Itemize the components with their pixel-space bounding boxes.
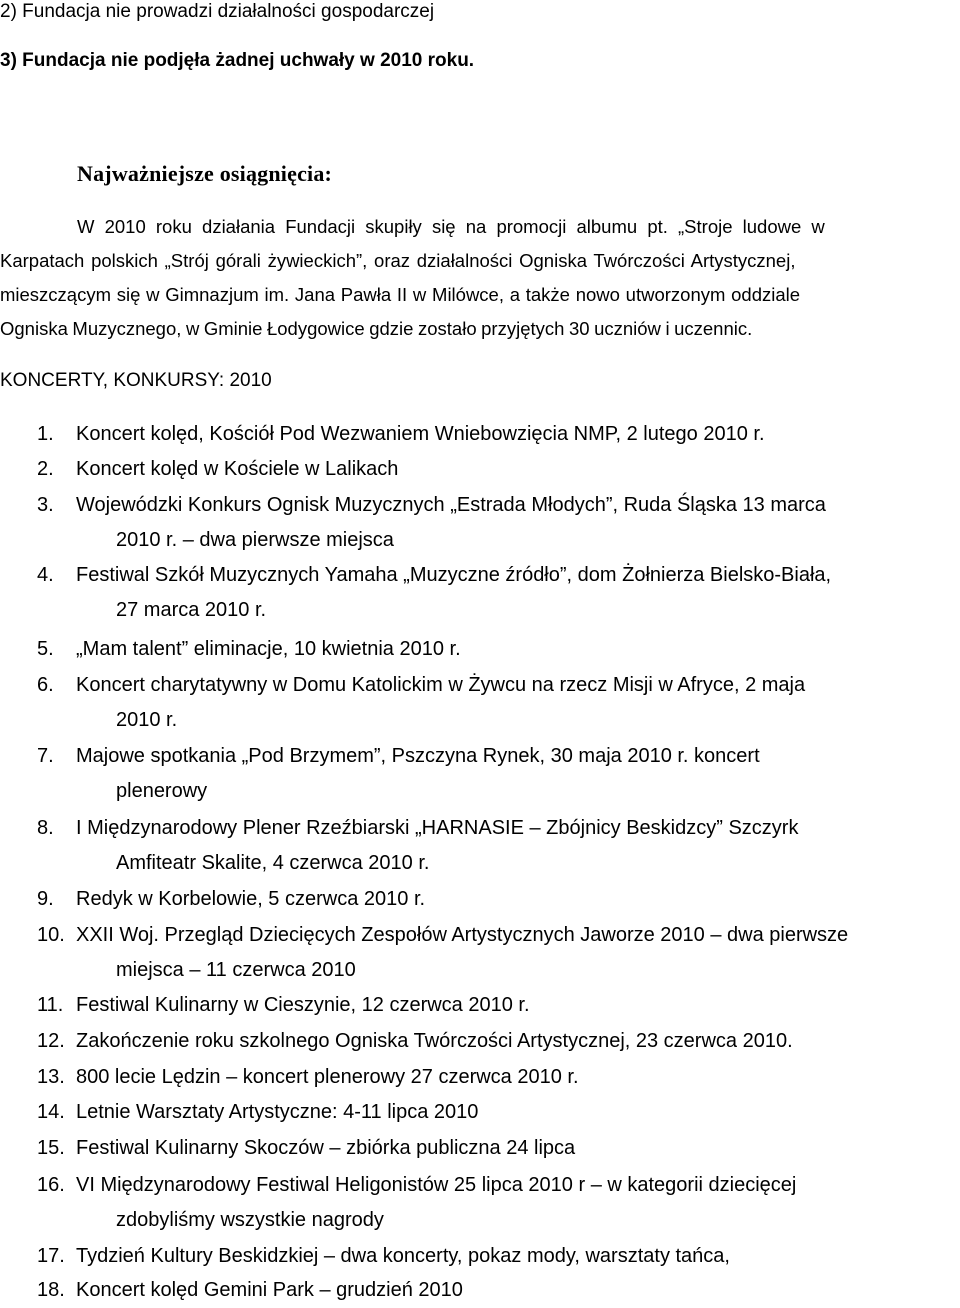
- list-item-number: 13.: [37, 1066, 65, 1088]
- list-item-number: 6.: [37, 674, 54, 696]
- list-item-text: XXII Woj. Przegląd Dziecięcych Zespołów Artystycznych Jaworze 2010 – dwa pierwsze: [76, 924, 849, 946]
- list-item-number: 8.: [37, 817, 54, 839]
- list-item-text: Koncert kolęd Gemini Park – grudzień 2010: [76, 1279, 463, 1301]
- list-item-text: Redyk w Korbelowie, 5 czerwca 2010 r.: [76, 888, 426, 910]
- list-item-text: VI Międzynarodowy Festiwal Heligonistów 25 lipca 2010 r – w kategorii dziecięcej: [76, 1174, 797, 1196]
- list-item-text: Koncert charytatywny w Domu Katolickim w Żywcu na rzecz Misji w Afryce, 2 maja: [76, 674, 806, 696]
- list-item-text: Majowe spotkania „Pod Brzymem”, Pszczyna Rynek, 30 maja 2010 r. koncert: [76, 745, 760, 767]
- list-item-number: 14.: [37, 1101, 65, 1123]
- achievements-heading: Najważniejsze osiągnięcia:: [77, 161, 333, 186]
- list-item-number: 11.: [37, 994, 64, 1016]
- list-item-text: Festiwal Szkół Muzycznych Yamaha „Muzyczne źródło”, dom Żołnierza Bielsko-Biała,: [76, 564, 832, 586]
- list-item-continuation: Amfiteatr Skalite, 4 czerwca 2010 r.: [116, 852, 430, 874]
- list-item-text: Tydzień Kultury Beskidzkiej – dwa koncerty, pokaz mody, warsztaty tańca,: [76, 1245, 730, 1267]
- list-item-number: 1.: [37, 423, 54, 445]
- list-item-text: I Międzynarodowy Plener Rzeźbiarski „HARNASIE – Zbójnicy Beskidzcy” Szczyrk: [76, 817, 799, 839]
- list-item-number: 12.: [37, 1030, 65, 1052]
- list-item-continuation: 2010 r.: [116, 709, 178, 731]
- list-item-number: 15.: [37, 1137, 65, 1159]
- list-item-text: Letnie Warsztaty Artystyczne: 4-11 lipca 2010: [76, 1101, 479, 1123]
- list-item-continuation: 27 marca 2010 r.: [116, 599, 267, 621]
- list-item-number: 7.: [37, 745, 54, 767]
- status-line-no-business: 2) Fundacja nie prowadzi działalności gospodarczej: [0, 1, 435, 22]
- list-item-number: 10.: [37, 924, 65, 946]
- list-item-continuation: zdobyliśmy wszystkie nagrody: [116, 1209, 384, 1231]
- achievements-paragraph-line: Karpatach polskich „Strój górali żywieckich”, oraz działalności Ogniska Twórczości Artystycznej,: [0, 250, 796, 271]
- list-item-text: 800 lecie Lędzin – koncert plenerowy 27 czerwca 2010 r.: [76, 1066, 579, 1088]
- list-item-number: 2.: [37, 458, 54, 480]
- list-item-continuation: miejsca – 11 czerwca 2010: [116, 959, 356, 981]
- list-item-continuation: plenerowy: [116, 780, 208, 802]
- achievements-paragraph-line: W 2010 roku działania Fundacji skupiły się na promocji albumu pt. „Stroje ludowe w: [77, 216, 825, 237]
- list-item-text: Festiwal Kulinarny Skoczów – zbiórka publiczna 24 lipca: [76, 1137, 576, 1159]
- list-item-continuation: 2010 r. – dwa pierwsze miejsca: [116, 529, 394, 551]
- list-item-number: 9.: [37, 888, 54, 910]
- list-item-number: 18.: [37, 1279, 65, 1301]
- list-item-number: 16.: [37, 1174, 65, 1196]
- list-item-number: 17.: [37, 1245, 65, 1267]
- achievements-paragraph-line: Ogniska Muzycznego, w Gminie Łodygowice gdzie zostało przyjętych 30 uczniów i uczennic.: [0, 318, 753, 339]
- list-item-text: Zakończenie roku szkolnego Ogniska Twórczości Artystycznej, 23 czerwca 2010.: [76, 1030, 793, 1052]
- list-item-number: 4.: [37, 564, 54, 586]
- list-item-number: 3.: [37, 494, 54, 516]
- status-line-no-resolutions: 3) Fundacja nie podjęła żadnej uchwały w 2010 roku.: [0, 50, 475, 71]
- list-item-number: 5.: [37, 638, 54, 660]
- list-item-text: Festiwal Kulinarny w Cieszynie, 12 czerwca 2010 r.: [76, 994, 530, 1016]
- achievements-paragraph-line: mieszczącym się w Gimnazjum im. Jana Pawła II w Milówce, a także nowo utworzonym oddziale: [0, 284, 801, 305]
- concerts-title: KONCERTY, KONKURSY: 2010: [0, 370, 272, 391]
- list-item-text: Koncert kolęd w Kościele w Lalikach: [76, 458, 399, 480]
- list-item-text: Koncert kolęd, Kościół Pod Wezwaniem Wniebowzięcia NMP, 2 lutego 2010 r.: [76, 423, 765, 445]
- list-item-text: „Mam talent” eliminacje, 10 kwietnia 2010 r.: [76, 638, 461, 660]
- list-item-text: Wojewódzki Konkurs Ognisk Muzycznych „Estrada Młodych”, Ruda Śląska 13 marca: [76, 494, 826, 516]
